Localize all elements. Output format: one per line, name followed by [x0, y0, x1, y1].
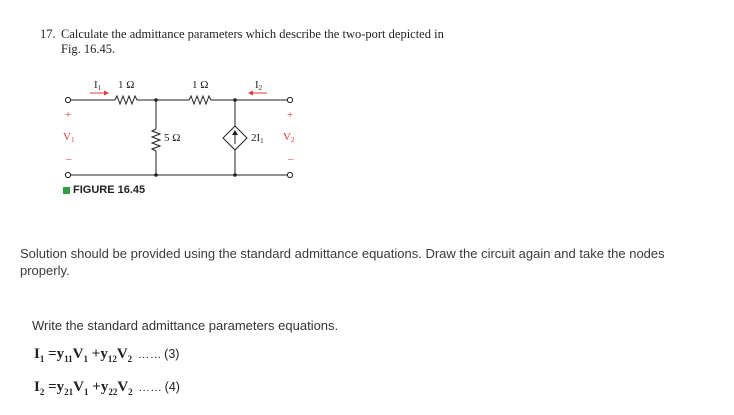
- figure-caption-text: FIGURE 16.45: [73, 184, 146, 196]
- figure-caption: [63, 184, 145, 196]
- label-r1: 1 Ω: [118, 79, 135, 91]
- circuit-diagram: [56, 78, 306, 182]
- label-dep-source: 2I1: [251, 132, 264, 145]
- equation-3: $I_1 =y_{11}V_1 +y_{12}V_2$ …… (3): [34, 346, 180, 364]
- equation-tag-3: (3): [164, 347, 180, 361]
- problem-statement: [40, 27, 444, 57]
- caption-marker: [63, 187, 70, 194]
- terminal-1-bottom: [65, 172, 70, 177]
- v2-minus: –: [288, 153, 294, 165]
- terminal-2-top: [287, 97, 292, 102]
- resistor-r2: [189, 96, 211, 104]
- v2-plus: +: [287, 109, 294, 121]
- label-r2: 1 Ω: [192, 79, 209, 91]
- solution-instructions: Solution should be provided using the standard admittance equations. Draw the circuit again and take the nodes properly.: [20, 246, 665, 278]
- resistor-r3: [152, 129, 160, 151]
- label-v1: V1: [63, 131, 75, 144]
- terminal-2-bottom: [287, 172, 292, 177]
- v1-plus: +: [65, 109, 72, 121]
- v1-minus: –: [66, 153, 72, 165]
- label-r3: 5 Ω: [164, 132, 181, 144]
- equations-title: Write the standard admittance parameters equations.: [32, 318, 339, 333]
- label-i2: I2: [255, 79, 263, 92]
- label-i1: I1: [94, 79, 102, 92]
- problem-line-2: Fig. 16.45.: [61, 42, 116, 56]
- resistor-r1: [115, 96, 137, 104]
- label-v2: V2: [283, 131, 295, 144]
- equation-tag-4: (4): [164, 380, 180, 394]
- equation-4: $I_2 =y_{21}V_1 +y_{22}V_2$ …… (4): [34, 379, 180, 397]
- problem-number: 17.: [40, 27, 56, 41]
- terminal-1-top: [65, 97, 70, 102]
- dependent-source-arrow: [232, 130, 238, 135]
- problem-line-1: Calculate the admittance parameters which describe the two-port depicted in: [61, 27, 444, 41]
